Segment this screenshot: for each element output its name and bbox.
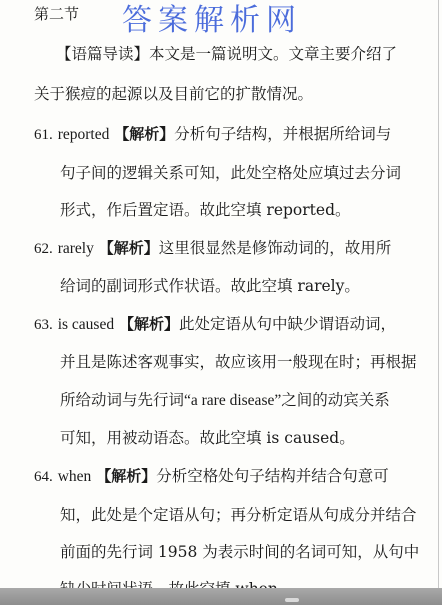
item-63-line-1 [34,314,396,335]
item-answer: when [57,468,92,485]
item-63-line-3 [60,390,390,411]
watermark: 答案解析网 [122,3,302,38]
item-64-line-3 [60,542,419,562]
item-text: 形式，作后置定语。故此空填 reported。 [60,201,351,219]
item-text: 所给动词与先行词“a rare disease”之间的动宾关系 [60,392,390,409]
item-number: 62. [34,241,53,257]
item-text: 并且是陈述客观事实，故应该用一般现在时；再根据 [60,353,417,371]
item-answer: is caused [57,316,115,333]
guide-label: 【语篇导读】 [56,45,150,63]
item-62-line-1 [34,238,391,259]
item-number: 61. [34,127,53,143]
analysis-tag: 【解析】 [114,125,175,143]
item-text: 此处定语从句中缺少谓语动词， [179,315,397,333]
item-64-line-1 [34,466,389,487]
item-63-line-2 [60,352,417,372]
section-title: 第二节 [34,5,80,23]
item-text: 前面的先行词 1958 为表示时间的名词可知，从句中 [60,543,420,561]
item-text: 分析空格处句子结构并结合句意可 [156,467,389,485]
item-63-line-4 [60,428,355,448]
item-62-line-2 [60,276,360,296]
item-text: 知，此处是个定语从句；再分析定语从句成分并结合 [60,506,417,524]
item-answer: rarely [57,240,94,257]
guide-line-2 [34,84,313,104]
analysis-tag: 【解析】 [96,467,157,485]
viewer-bottom-bar [0,588,442,605]
item-number: 63. [34,317,53,333]
item-text: 这里很显然是修饰动词的，故用所 [158,239,392,257]
item-answer: reported [57,126,110,143]
item-text: 可知，用被动语态。故此空填 is caused。 [60,429,355,447]
guide-text-1: 本文是一篇说明文。文章主要介绍了 [149,45,398,63]
guide-text-2: 关于猴痘的起源以及目前它的扩散情况。 [34,85,314,103]
analysis-tag: 【解析】 [98,239,159,257]
item-64-line-2 [60,505,417,525]
analysis-tag: 【解析】 [119,315,180,333]
item-text: 句子间的逻辑关系可知，此处空格处应填过去分词 [60,164,402,182]
item-61-line-3 [60,200,351,220]
item-text: 分析句子结构，并根据所给词与 [174,125,392,143]
scroll-handle[interactable] [285,598,299,602]
item-text: 给词的副词形式作状语。故此空填 rarely。 [60,277,360,295]
item-61-line-1 [34,124,391,145]
item-number: 64. [34,469,53,485]
item-61-line-2 [60,163,401,183]
guide-line-1 [56,44,397,64]
page-edge-rule [438,0,439,605]
